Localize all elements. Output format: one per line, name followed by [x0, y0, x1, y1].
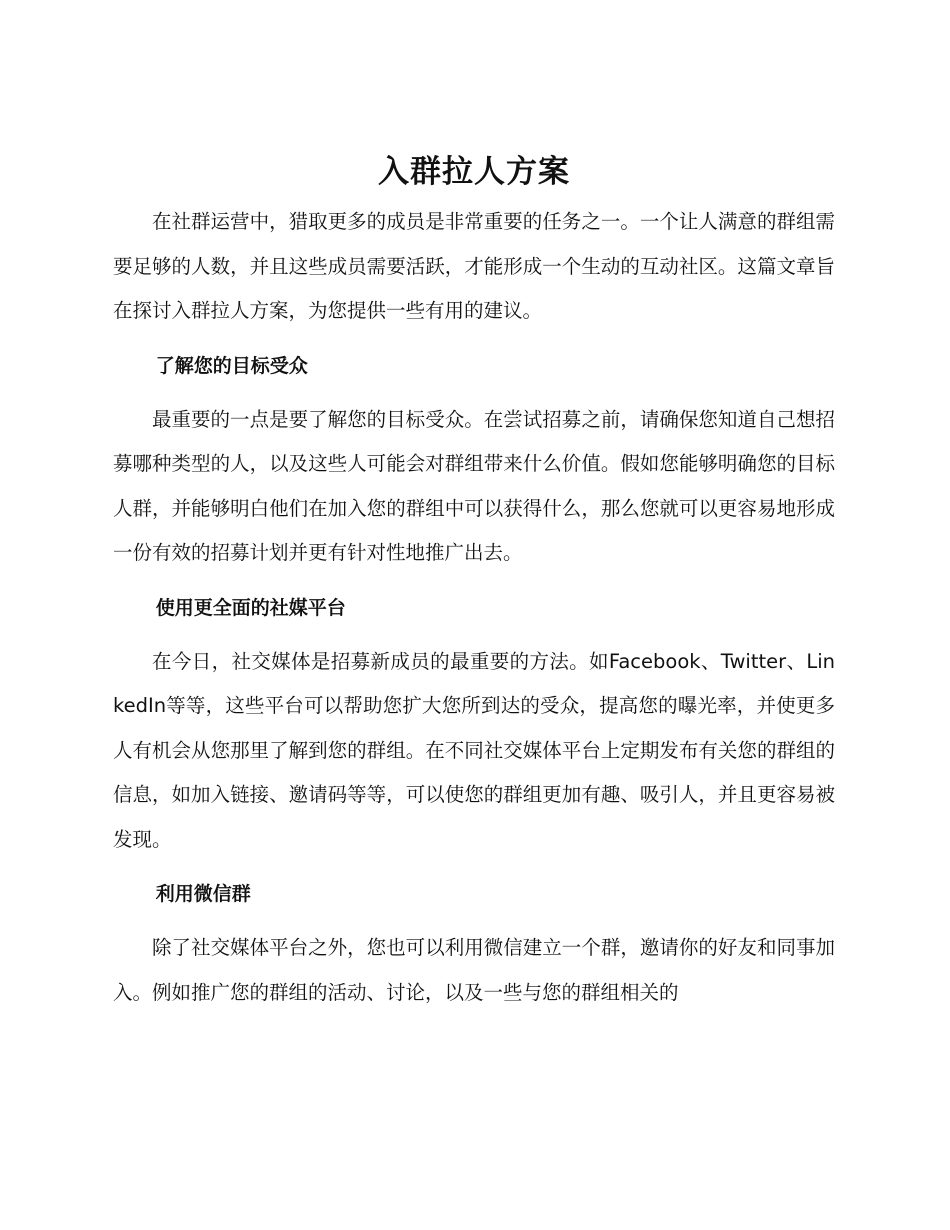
section-heading-wechat-group: 利用微信群 [155, 883, 251, 905]
section-body-social-media: 在今日，社交媒体是招募新成员的最重要的方法。如Facebook、Twitter、LinkedIn等等，这些平台可以帮助您扩大您所到达的受众，提高您的曝光率，并使更多人有机会从您那里了解到您的群组。在不同社交媒体平台上定期发布有关您的群组的信息，如加入链接、邀请码等等，可以使您的群组更加有趣、吸引人，并且更容易被发现。 [113, 649, 835, 851]
document-content [113, 150, 835, 1025]
section-heading-social-media: 使用更全面的社媒平台 [155, 596, 346, 619]
document-title: 入群拉人方案 [378, 154, 570, 190]
section-body-target-audience: 最重要的一点是要了解您的目标受众。在尝试招募之前，请确保您知道自己想招募哪种类型的人，以及这些人可能会对群组带来什么价值。假如您能够明确您的目标人群，并能够明白他们在加入您的群组中可以获得什么，那么您就可以更容易地形成一份有效的招募计划并更有针对性地推广出去。 [113, 407, 835, 564]
section-heading-target-audience: 了解您的目标受众 [155, 354, 308, 377]
intro-paragraph: 在社群运营中，猎取更多的成员是非常重要的任务之一。一个让人满意的群组需要足够的人数，并且这些成员需要活跃，才能形成一个生动的互动社区。这篇文章旨在探讨入群拉人方案，为您提供一些有用的建议。 [113, 210, 835, 322]
section-body-wechat-group: 除了社交媒体平台之外，您也可以利用微信建立一个群，邀请你的好友和同事加入。例如推广您的群组的活动、讨论，以及一些与您的群组相关的 [113, 936, 835, 1004]
